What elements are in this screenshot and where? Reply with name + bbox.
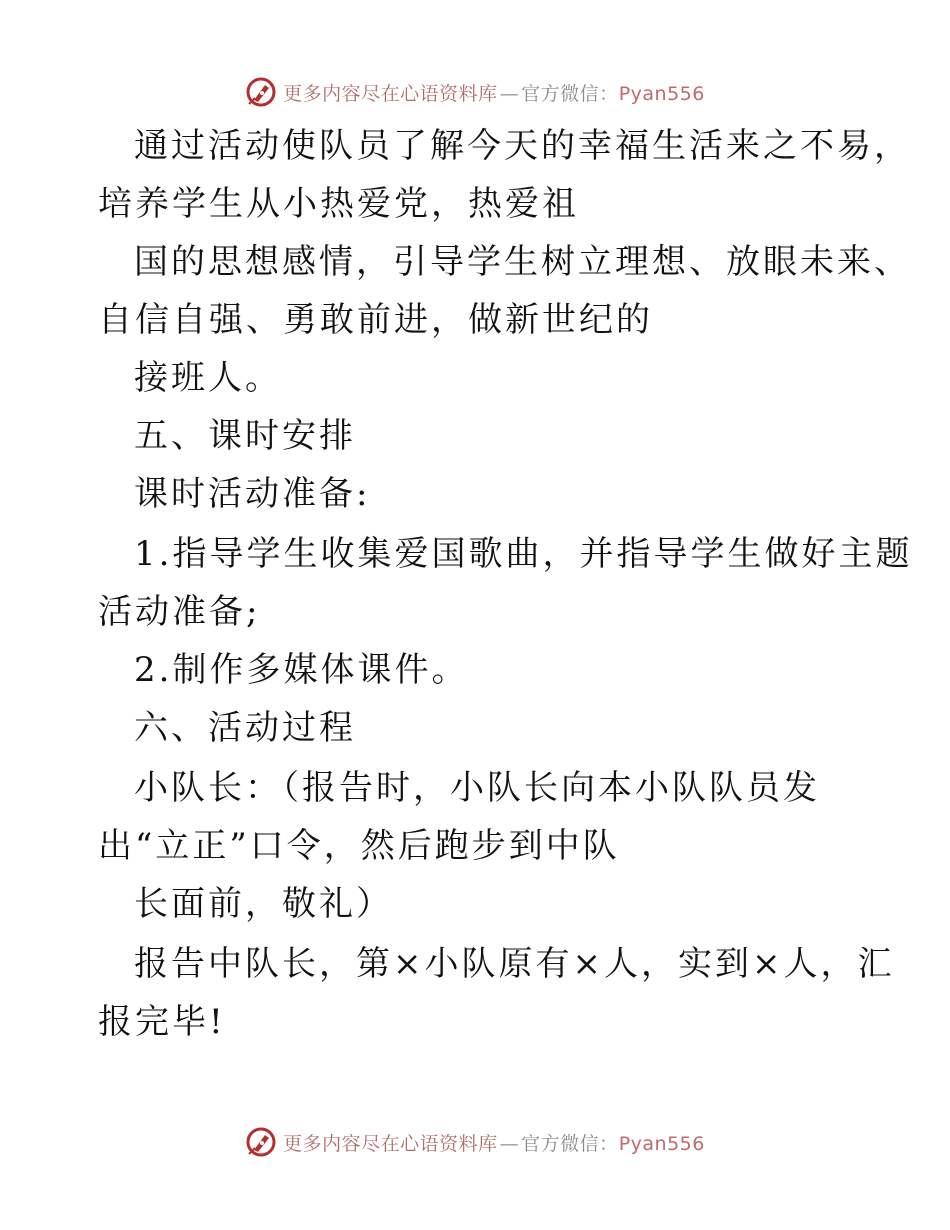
pen-nib-logo-icon bbox=[245, 76, 277, 108]
header-banner bbox=[0, 72, 950, 112]
body-line: 出“立正”口令，然后跑步到中队 bbox=[98, 826, 620, 866]
header-wechat-label: 官方微信： bbox=[521, 82, 619, 105]
footer-dash: — bbox=[499, 1132, 520, 1155]
body-line: 课时活动准备: bbox=[134, 474, 371, 514]
pen-nib-logo-icon bbox=[245, 1126, 277, 1158]
footer-wechat-id: Pyan556 bbox=[618, 1132, 705, 1155]
footer-wechat-label: 官方微信： bbox=[521, 1132, 619, 1155]
body-line: 国的思想感情，引导学生树立理想、放眼未来、 bbox=[134, 242, 911, 282]
header-wechat-id: Pyan556 bbox=[618, 82, 705, 105]
footer-banner-content bbox=[245, 1126, 705, 1158]
section-heading: 五、课时安排 bbox=[134, 416, 356, 456]
header-dash: — bbox=[499, 82, 520, 105]
footer-site-name: 更多内容尽在心语资料库 bbox=[283, 1132, 498, 1155]
body-line: 报完毕! bbox=[98, 1002, 226, 1042]
body-line: 小队长：（报告时，小队长向本小队队员发 bbox=[134, 768, 820, 808]
footer-banner bbox=[0, 1122, 950, 1162]
body-line: 2.制作多媒体课件。 bbox=[134, 650, 469, 690]
body-line: 报告中队长，第×小队原有×人，实到×人，汇 bbox=[134, 944, 895, 984]
footer-banner-text bbox=[283, 1129, 705, 1156]
body-line: 通过活动使队员了解今天的幸福生活来之不易， bbox=[134, 126, 911, 166]
body-line: 长面前，敬礼） bbox=[134, 884, 393, 924]
body-line: 接班人。 bbox=[134, 358, 282, 398]
body-line: 1.指导学生收集爱国歌曲，并指导学生做好主题 bbox=[134, 534, 913, 574]
header-banner-content bbox=[245, 76, 705, 108]
header-site-name: 更多内容尽在心语资料库 bbox=[283, 82, 498, 105]
section-heading: 六、活动过程 bbox=[134, 708, 356, 748]
header-banner-text bbox=[283, 79, 705, 106]
body-line: 自信自强、勇敢前进，做新世纪的 bbox=[98, 300, 653, 340]
body-line: 培养学生从小热爱党，热爱祖 bbox=[98, 184, 579, 224]
body-line: 活动准备; bbox=[98, 592, 261, 632]
